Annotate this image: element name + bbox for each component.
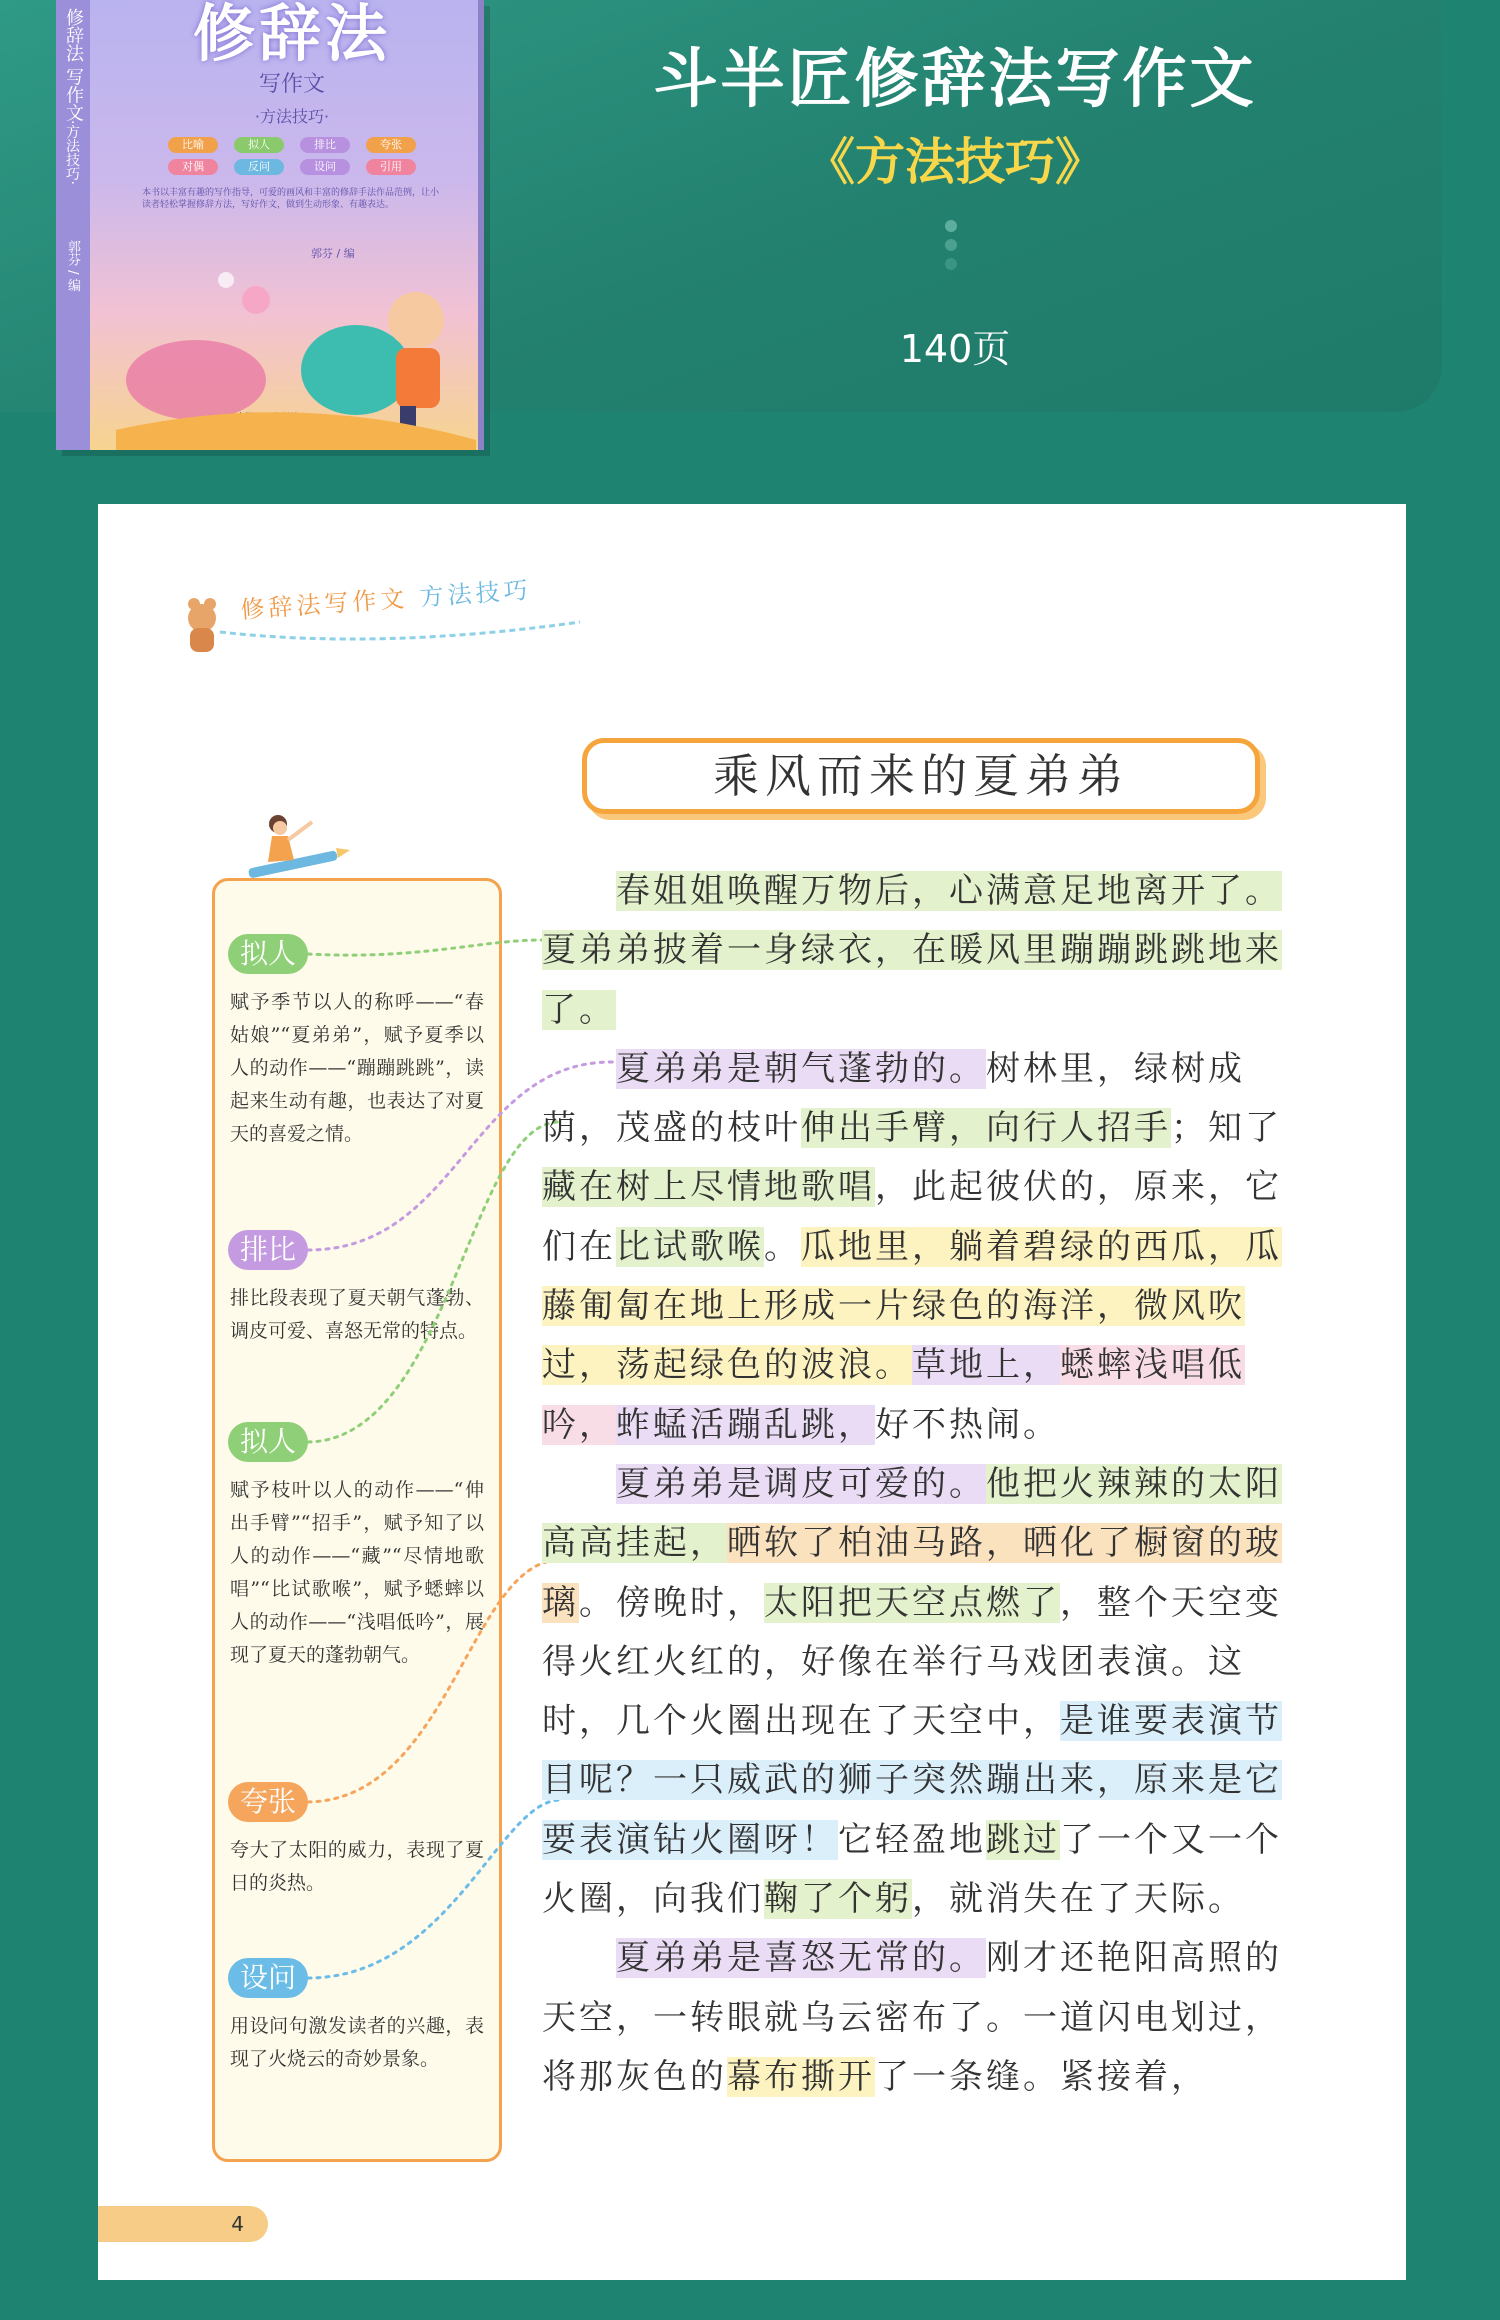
note-desc: 赋予枝叶以人的动作——“伸出手臂”“招手”，赋予知了以人的动作——“藏”“尽情地歌唱”“比试歌喉”，赋予蟋蟀以人的动作——“浅唱低吟”，展现了夏天的蓬勃朝气。 (230, 1479, 484, 1666)
text-segment: 了一个又一个火圈，向我们 (542, 1819, 1282, 1920)
cover-tag: ·方法技巧· (254, 107, 330, 126)
page-count: 140页 (899, 327, 1011, 371)
chip: 排比 (300, 137, 350, 153)
text-segment: 草地上， (912, 1345, 1060, 1386)
spine-tag: ·方法技巧· (64, 120, 80, 185)
text-segment: 。傍晚时， (579, 1582, 764, 1623)
note-tag-hyperbole: 夸张 (228, 1782, 308, 1822)
spine-author: 郭芬 / 编 (65, 240, 80, 292)
text-segment: 他把火辣辣的太阳高高挂起， (542, 1463, 1282, 1564)
text-segment: 蚱蜢活蹦乱跳， (616, 1404, 875, 1445)
cover-author: 郭芬 / 编 (311, 247, 355, 260)
text-segment: ，就消失在了天际。 (912, 1879, 1245, 1920)
text-segment: 夏弟弟是喜怒无常的。 (616, 1938, 986, 1979)
article-paragraph (542, 1040, 1304, 1455)
text-segment: 晒软了柏油马路，晒化了橱窗的玻璃 (542, 1523, 1282, 1623)
text-segment: 。 (764, 1226, 801, 1267)
text-segment: 夏弟弟是调皮可爱的。 (616, 1463, 986, 1504)
note-desc: 赋予季节以人的称呼——“春姑娘”“夏弟弟”，赋予夏季以人的动作——“蹦蹦跳跳”，读起来生动有趣，也表达了对夏天的喜爱之情。 (230, 991, 484, 1145)
article-paragraph (542, 1455, 1304, 1929)
text-segment: 春姐姐唤醒万物后，心满意足地离开了。夏弟弟披着一身绿衣，在暖风里蹦蹦跳跳地来了。 (542, 871, 1282, 1030)
note-tag-personification: 拟人 (228, 1422, 308, 1462)
chip: 拟人 (234, 137, 284, 153)
text-segment: 了一条缝。紧接着， (875, 2056, 1208, 2097)
chip: 对偶 (168, 159, 218, 175)
text-segment: 鞠了个躬 (764, 1879, 912, 1920)
article-paragraph (542, 862, 1304, 1040)
text-segment: 夏弟弟是朝气蓬勃的。 (616, 1048, 986, 1089)
text-segment: 蟋蟀浅唱低吟， (542, 1345, 1245, 1445)
text-segment: 它轻盈地 (838, 1819, 986, 1860)
text-segment: 是谁要表演节目呢？一只威武的狮子突然蹦出来，原来是它要表演钻火圈呀！ (542, 1701, 1282, 1860)
spine-title: 修辞法 写作文 (63, 8, 84, 122)
page-number: 4 (98, 2206, 268, 2242)
text-segment: ；知了 (1171, 1108, 1282, 1149)
text-segment: 伸出手臂，向行人招手 (801, 1108, 1171, 1149)
chip: 设问 (300, 159, 350, 175)
banner-subtitle: 《方法技巧》 (805, 133, 1105, 191)
cover-blurb: 本书以丰富有趣的写作指导，可爱的画风和丰富的修辞手法作品范例，让小读者轻松掌握修辞方法，写好作文，做到生动形象、有趣表达。 (142, 188, 440, 210)
article-title: 乘风而来的夏弟弟 (582, 738, 1260, 814)
text-segment: 好不热闹。 (875, 1404, 1060, 1445)
note-tag-parallelism: 排比 (228, 1230, 308, 1270)
chip: 夸张 (366, 137, 416, 153)
banner-title: 斗半匠修辞法写作文 (653, 43, 1257, 117)
text-segment: ，整个天空变得火红火红的，好像在举行马戏团表演。这时，几个火圈出现在了天空中， (542, 1582, 1282, 1742)
cover-subtitle: 写作文 (258, 72, 325, 97)
article-paragraph (542, 1929, 1304, 2107)
text-segment: 树林里，绿树成荫，茂盛的枝叶 (542, 1048, 1245, 1149)
chip: 反问 (234, 159, 284, 175)
text-segment: ，此起彼伏的，原来，它们在 (542, 1167, 1282, 1267)
text-segment: 藏在树上尽情地歌唱 (542, 1167, 875, 1208)
text-segment: 太阳把天空点燃了 (764, 1582, 1060, 1623)
header-part-2: 方法技巧 (418, 575, 533, 612)
note-desc: 夸大了太阳的威力，表现了夏日的炎热。 (230, 1839, 484, 1894)
article-body (542, 862, 1304, 2107)
text-segment: 瓜地里，躺着碧绿的西瓜，瓜藤匍匐在地上形成一片绿色的海洋，微风吹过，荡起绿色的波浪。 (542, 1226, 1282, 1386)
text-segment: 幕布撕开 (727, 2056, 875, 2097)
text-segment: 跳过 (986, 1819, 1060, 1860)
note-desc: 用设问句激发读者的兴趣，表现了火烧云的奇妙景象。 (230, 2015, 484, 2070)
header-part-1: 修辞法写作文 (239, 584, 410, 625)
cover-title: 修辞法 (192, 0, 391, 70)
note-tag-rhetorical-question: 设问 (228, 1958, 308, 1998)
chip: 比喻 (168, 137, 218, 153)
text-segment: 比试歌喉 (616, 1226, 764, 1267)
chip: 引用 (366, 159, 416, 175)
note-tag-personification: 拟人 (228, 934, 308, 974)
text-segment: 刚才还艳阳高照的天空，一转眼就乌云密布了。一道闪电划过，将那灰色的 (542, 1938, 1282, 2097)
note-desc: 排比段表现了夏天朝气蓬勃、调皮可爱、喜怒无常的特点。 (230, 1287, 484, 1342)
